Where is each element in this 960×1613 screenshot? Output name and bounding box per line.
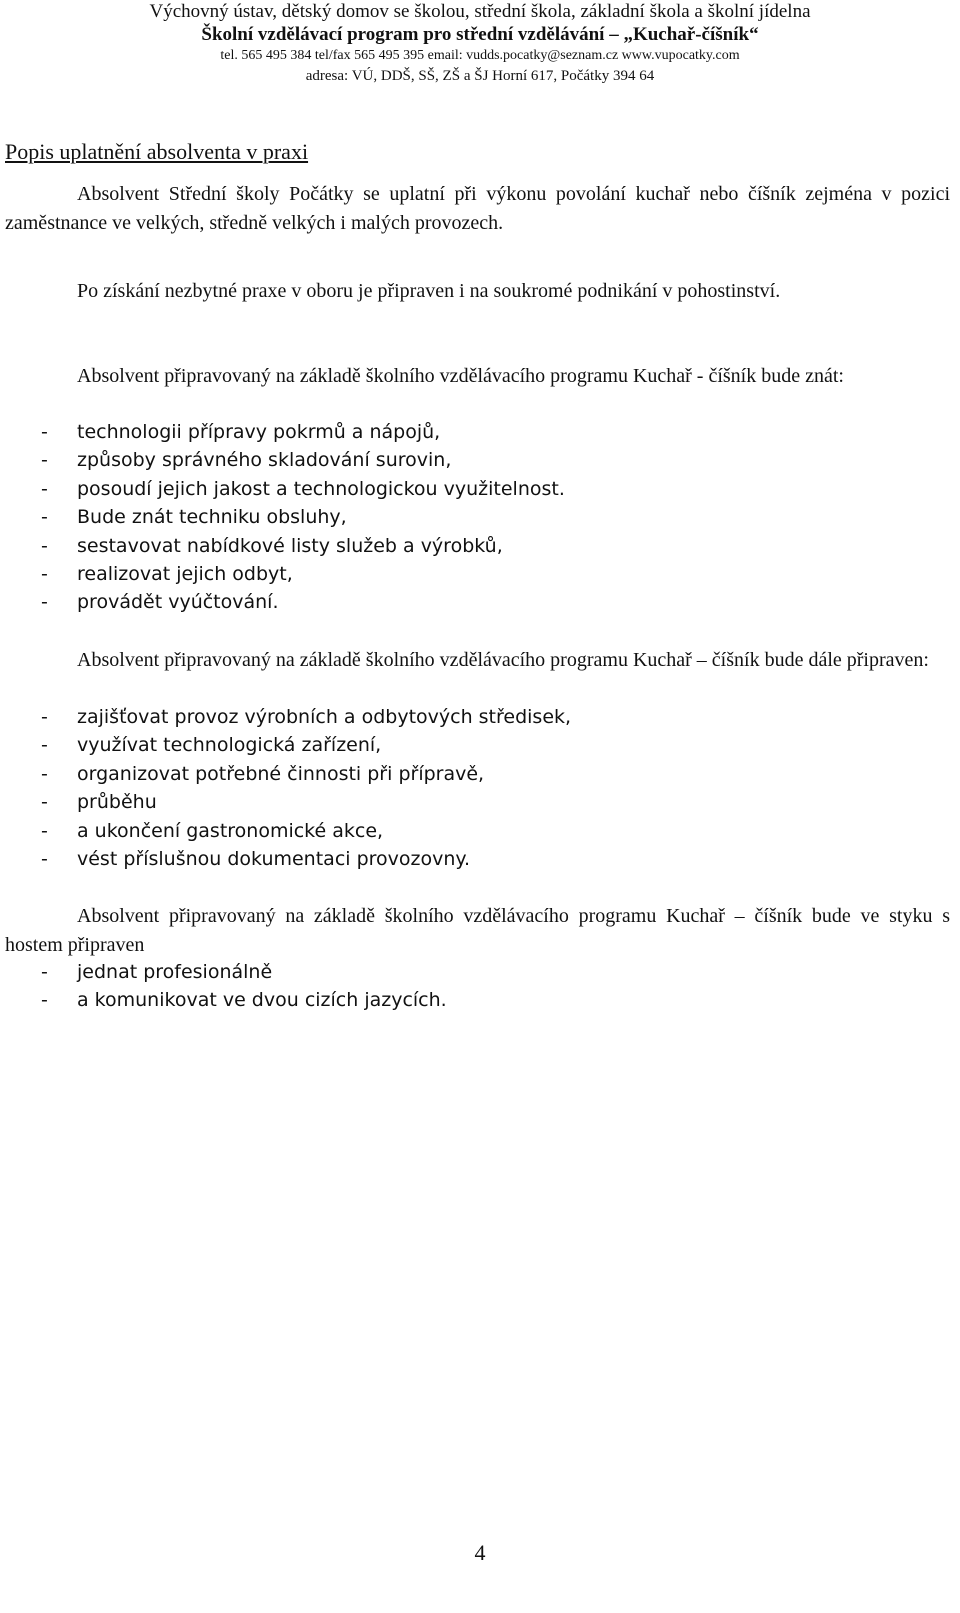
list-dash: - (41, 449, 48, 472)
list-dash: - (41, 477, 48, 500)
list-item: - sestavovat nabídkové listy služeb a výrobků, (5, 532, 950, 560)
list-item: - způsoby správného skladování surovin, (5, 446, 950, 474)
list-dash: - (41, 762, 48, 785)
list-item: - průběhu (5, 788, 950, 816)
list-dash: - (41, 734, 48, 757)
list-prepared (5, 703, 950, 873)
paragraph-prepared-intro: Absolvent připravovaný na základě školního vzdělávacího programu Kuchař – číšník bude dále připraven: (77, 649, 929, 671)
list-dash: - (41, 706, 48, 728)
paragraph-employment: Absolvent Střední školy Počátky se uplatní při výkonu povolání kuchař nebo číšník zejména v pozici zaměstnance ve velkých, středně velkých i malých provozech. (5, 183, 950, 234)
header-contacts: tel. 565 495 384 tel/fax 565 495 395 email: vudds.pocatky@seznam.cz www.vupocatky.com (220, 48, 740, 63)
header-institution-name: Výchovný ústav, dětský domov se školou, střední škola, základní škola a školní jídelna (149, 1, 811, 22)
list-dash: - (41, 421, 48, 443)
header-address: adresa: VÚ, DDŠ, SŠ, ZŠ a ŠJ Horní 617, Počátky 394 64 (305, 68, 655, 84)
list-dash: - (41, 791, 48, 814)
list-dash: - (41, 961, 48, 983)
list-item: - a ukončení gastronomické akce, (5, 817, 950, 845)
list-dash: - (41, 848, 48, 871)
list-item: - a komunikovat ve dvou cizích jazycích. (5, 986, 950, 1014)
list-item: - vést příslušnou dokumentaci provozovny. (5, 845, 950, 873)
paragraph-business: Po získání nezbytné praxe v oboru je připraven i na soukromé podnikání v pohostinství. (77, 280, 781, 302)
paragraph-guest-intro: Absolvent připravovaný na základě školního vzdělávacího programu Kuchař – číšník bude ve styku s hostem připraven (5, 905, 950, 956)
list-dash: - (41, 534, 48, 557)
list-dash: - (41, 591, 48, 614)
list-guest (5, 958, 950, 1015)
list-item: - využívat technologická zařízení, (5, 731, 950, 759)
list-item: - provádět vyúčtování. (5, 588, 950, 616)
list-item: - Bude znát techniku obsluhy, (5, 503, 950, 531)
list-item: - realizovat jejich odbyt, (5, 560, 950, 588)
list-item: - jednat profesionálně (5, 958, 950, 986)
paragraph-knowledge-intro: Absolvent připravovaný na základě školního vzdělávacího programu Kuchař - číšník bude znát: (77, 365, 844, 387)
section-title: Popis uplatnění absolventa v praxi (5, 139, 309, 164)
list-item: - posoudí jejich jakost a technologickou využitelnost. (5, 475, 950, 503)
list-item: - organizovat potřebné činnosti při přípravě, (5, 760, 950, 788)
header-program-title: Školní vzdělávací program pro střední vzdělávání – „Kuchař-číšník“ (201, 24, 759, 45)
list-dash: - (41, 506, 48, 529)
list-dash: - (41, 563, 48, 586)
list-item: - zajišťovat provoz výrobních a odbytových středisek, (5, 703, 950, 731)
page-number: 4 (474, 1540, 486, 1565)
list-dash: - (41, 819, 48, 842)
list-item: - technologii přípravy pokrmů a nápojů, (5, 418, 950, 446)
list-dash: - (41, 989, 48, 1012)
document-header (0, 0, 960, 86)
list-knowledge (5, 418, 950, 617)
